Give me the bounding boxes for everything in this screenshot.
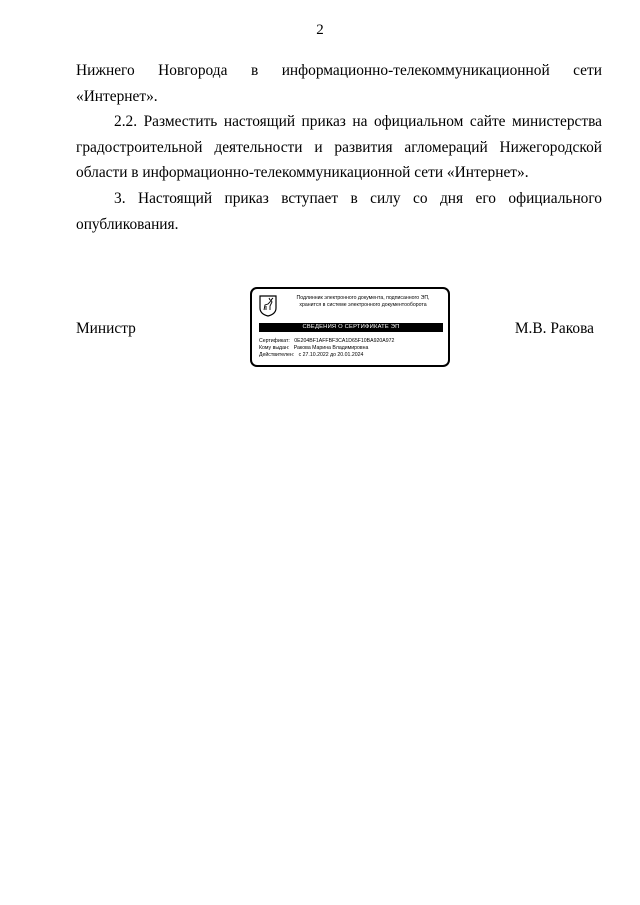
document-body [76, 58, 602, 237]
paragraph-1-line-1 [76, 58, 602, 84]
certificate-value: 0E204BF1AFFBF3CA1D65F10BA920A972 [294, 338, 395, 344]
certificate-row [259, 338, 445, 345]
stamp-header [280, 295, 446, 308]
stamp-title-bar: СВЕДЕНИЯ О СЕРТИФИКАТЕ ЭП [259, 323, 443, 332]
certificate-label: Сертификат: [259, 338, 290, 344]
stamp-header-line-1: Подлинник электронного документа, подписанного ЭП, [296, 295, 430, 301]
stamp-header-line-2: хранится в системе электронного документооборота [299, 301, 427, 308]
stamp-details [259, 338, 445, 360]
validity-row [259, 352, 445, 359]
validity-value: с 27.10.2022 до 20.01.2024 [298, 352, 364, 359]
paragraph-2-2: 2.2. Разместить настоящий приказ на официальном сайте министерства градостроительной деятельности и развития агломераций Нижегородской области в информационно-телекоммуникационной сети «Интернет». [76, 113, 602, 182]
page-number: 2 [316, 22, 324, 38]
signature-name: М.В. Ракова [514, 320, 594, 337]
electronic-signature-stamp [250, 287, 450, 367]
word: Нижнего [76, 62, 135, 79]
word: сети [573, 62, 602, 79]
issued-to-value: Ракова Марина Владимировна [293, 345, 369, 352]
signature-position: Министр [76, 320, 136, 337]
word: информационно-телекоммуникационной [281, 62, 550, 79]
paragraph-3: 3. Настоящий приказ вступает в силу со дня его официального опубликования. [76, 189, 602, 233]
word: Новгорода [158, 62, 228, 79]
validity-label: Действителен: [259, 352, 295, 359]
paragraph-1-line-2: «Интернет». [76, 87, 158, 105]
issued-to-label: Кому выдан: [259, 345, 290, 352]
word: в [250, 62, 259, 79]
deer-coat-of-arms-icon [259, 295, 277, 317]
